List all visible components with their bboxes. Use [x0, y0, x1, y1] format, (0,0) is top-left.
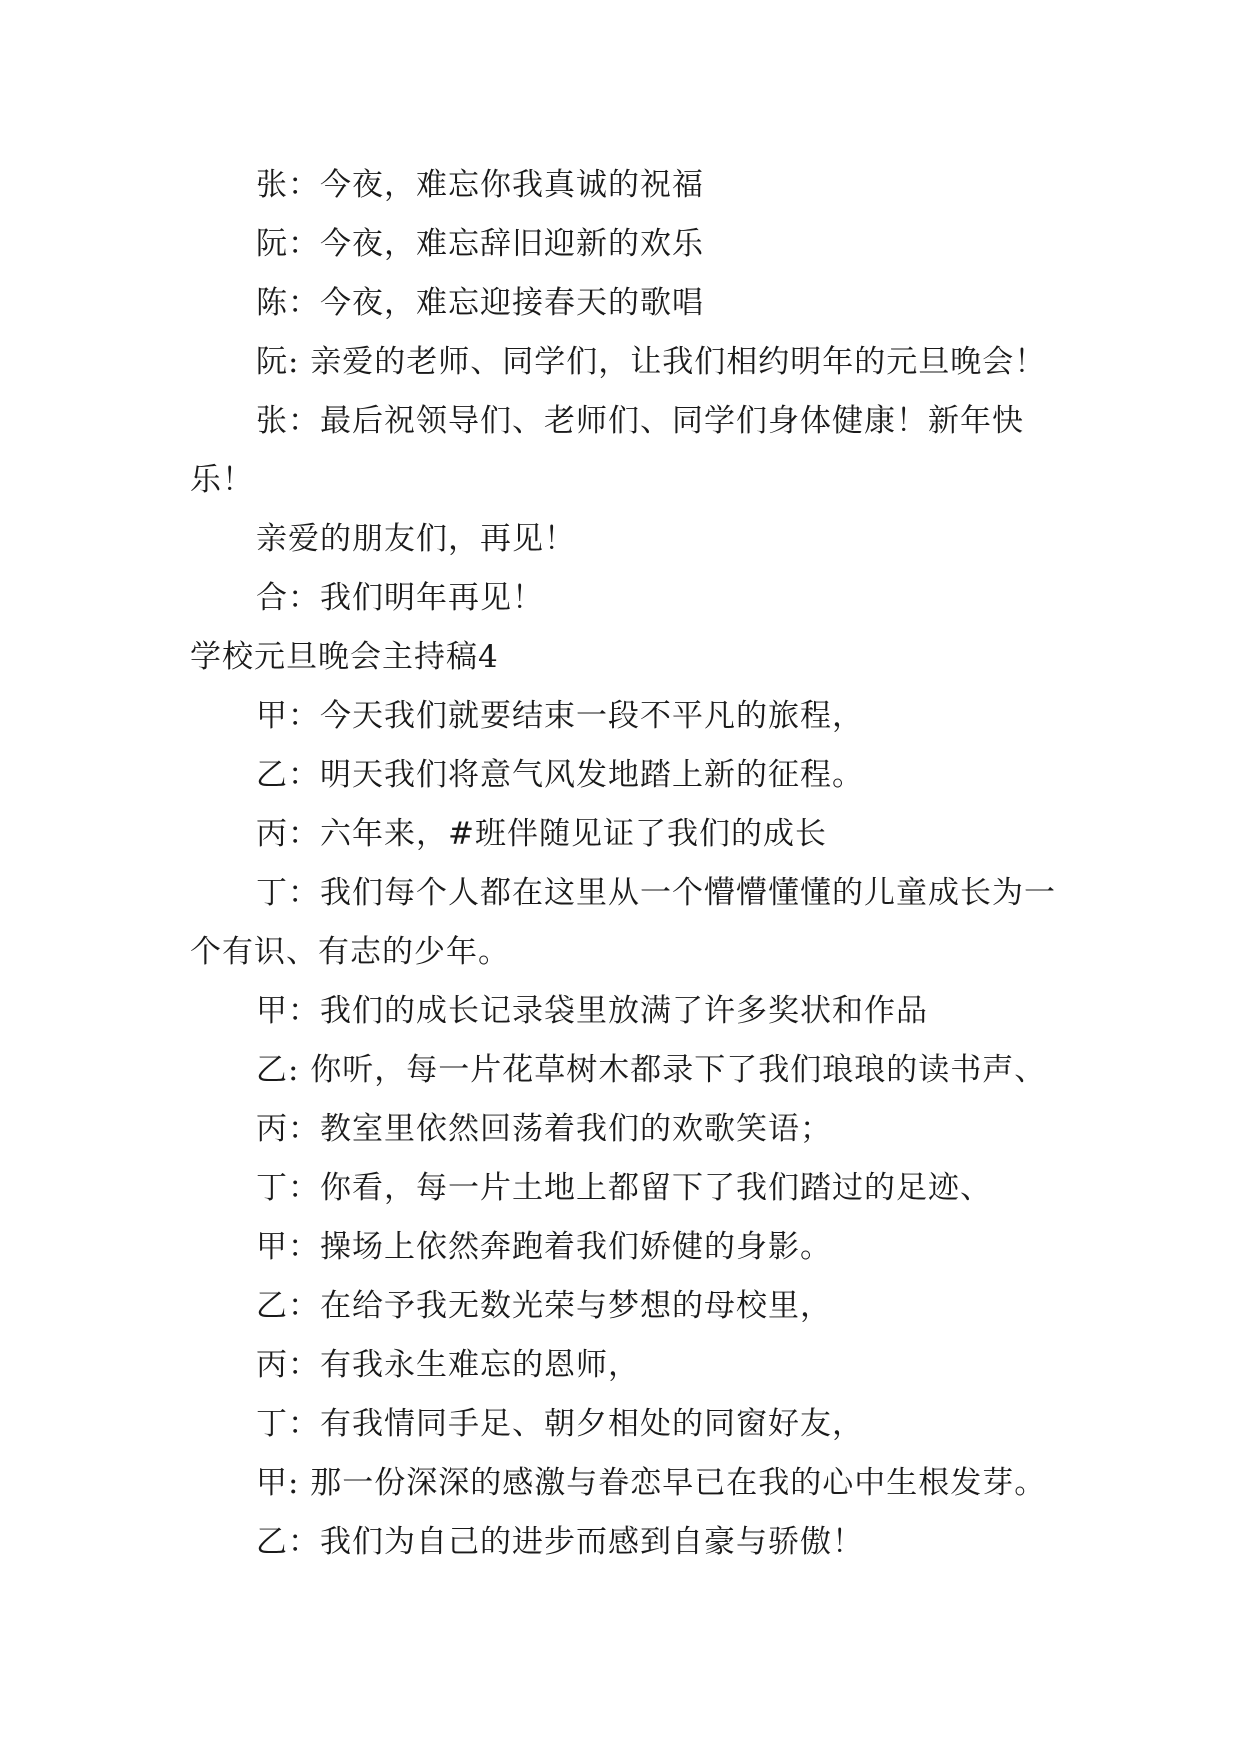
paragraph: 甲: 那一份深深的感激与眷恋早已在我的心中生根发芽。 — [256, 1465, 1047, 1501]
paragraph: 甲：操场上依然奔跑着我们娇健的身影。 — [256, 1229, 832, 1265]
paragraph: 阮：今夜，难忘辞旧迎新的欢乐 — [256, 226, 704, 262]
paragraph: 张：今夜，难忘你我真诚的祝福 — [256, 167, 704, 203]
paragraph: 张：最后祝领导们、老师们、同学们身体健康！新年快乐！ — [190, 403, 1024, 498]
paragraph: 亲爱的朋友们，再见！ — [256, 521, 576, 557]
paragraph: 乙：在给予我无数光荣与梦想的母校里， — [256, 1288, 832, 1324]
paragraph: 丙：六年来，#班伴随见证了我们的成长 — [256, 816, 827, 852]
paragraph: 丁：有我情同手足、朝夕相处的同窗好友， — [256, 1406, 864, 1442]
paragraph: 甲：我们的成长记录袋里放满了许多奖状和作品 — [256, 993, 928, 1029]
paragraph: 乙：明天我们将意气风发地踏上新的征程。 — [256, 757, 864, 793]
paragraph: 阮: 亲爱的老师、同学们，让我们相约明年的元旦晚会！ — [256, 344, 1047, 380]
section-heading: 学校元旦晚会主持稿4 — [190, 639, 499, 675]
paragraph: 合：我们明年再见！ — [256, 580, 544, 616]
paragraph: 乙：我们为自己的进步而感到自豪与骄傲！ — [256, 1524, 864, 1560]
paragraph: 丙：教室里依然回荡着我们的欢歌笑语； — [256, 1111, 832, 1147]
paragraph: 甲：今天我们就要结束一段不平凡的旅程， — [256, 698, 864, 734]
paragraph: 丙：有我永生难忘的恩师， — [256, 1347, 640, 1383]
paragraph: 陈：今夜，难忘迎接春天的歌唱 — [256, 285, 704, 321]
paragraph: 丁：你看，每一片土地上都留下了我们踏过的足迹、 — [256, 1170, 992, 1206]
paragraph: 乙: 你听，每一片花草树木都录下了我们琅琅的读书声、 — [256, 1052, 1047, 1088]
paragraph: 丁：我们每个人都在这里从一个懵懵懂懂的儿童成长为一个有识、有志的少年。 — [190, 875, 1056, 970]
document-body — [190, 156, 1060, 1572]
